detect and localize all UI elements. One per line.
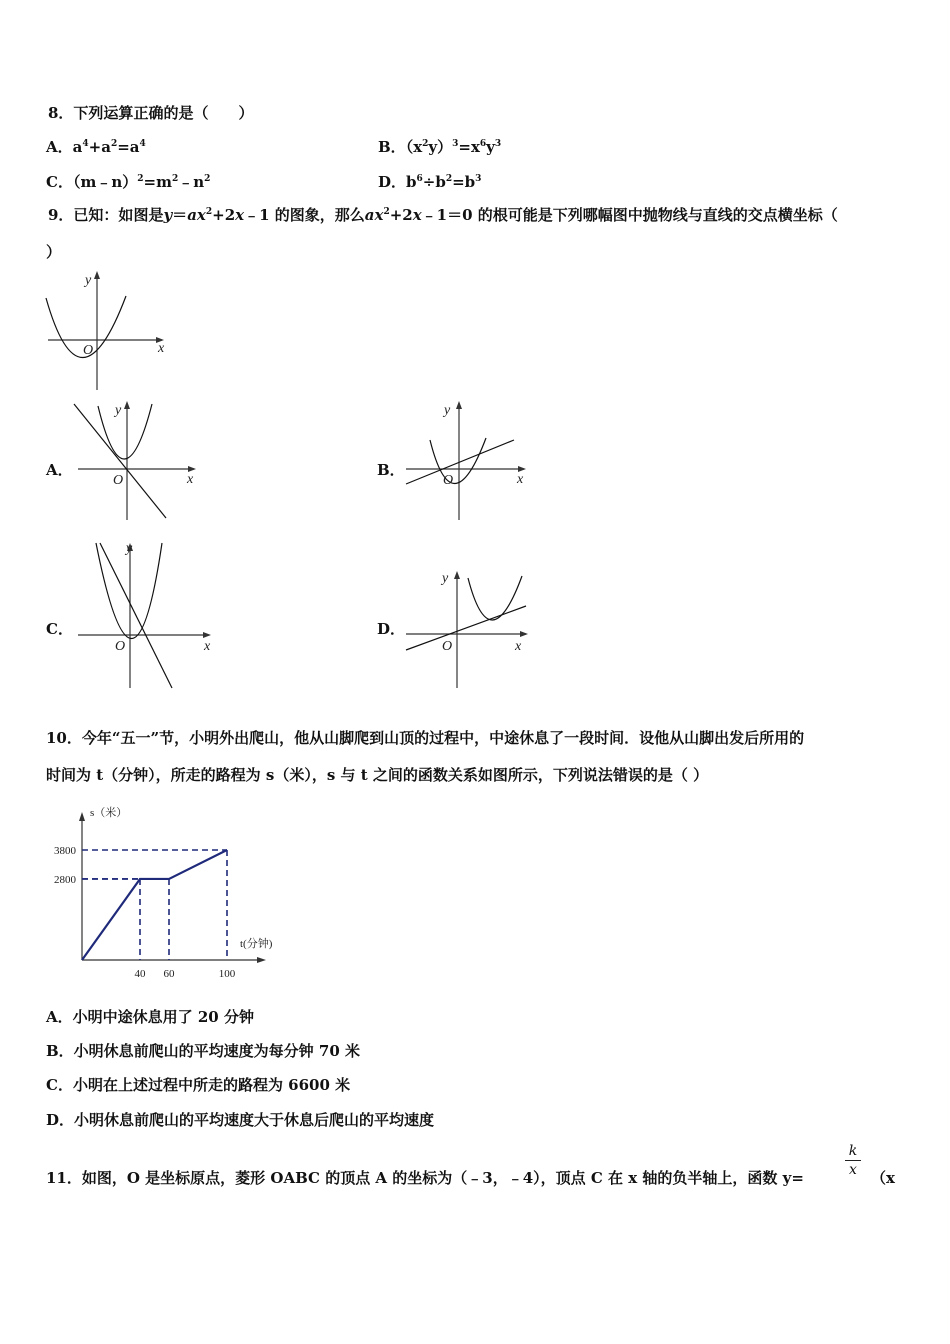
x-tick-label: 100 bbox=[218, 968, 236, 980]
x-axis-label: t(分钟) bbox=[240, 938, 273, 950]
option-d-label: D． bbox=[378, 173, 407, 191]
fraction-numerator: k bbox=[848, 1143, 858, 1159]
option-b-label: B． bbox=[378, 138, 406, 156]
exp: 2 bbox=[383, 207, 390, 217]
expr: =a bbox=[117, 138, 140, 156]
stem-text: +2 bbox=[389, 206, 413, 224]
y-arrow-icon bbox=[456, 401, 462, 409]
q11-stem: 11．如图，O 是坐标原点，菱形 OABC 的顶点 A 的坐标为（﹣3，﹣4），顶点 C 在 x 轴的负半轴上，函数 y= bbox=[46, 1169, 804, 1187]
origin-label: O bbox=[115, 639, 126, 654]
x-label: x bbox=[158, 341, 165, 356]
y-arrow-icon bbox=[454, 571, 460, 579]
q10-stem-line-2: 时间为 t（分钟），所走的路程为 s（米），s 与 t 之间的函数关系如图所示，下列说法错误的是（ ） bbox=[46, 766, 709, 784]
parabola bbox=[430, 438, 486, 484]
exp: 2 bbox=[204, 174, 211, 184]
parabola bbox=[96, 543, 162, 639]
q8-option-d[interactable] bbox=[378, 171, 481, 192]
x-label: x bbox=[517, 472, 524, 487]
expr: （m﹣n） bbox=[72, 173, 138, 191]
exp: 3 bbox=[452, 139, 459, 149]
expr: +a bbox=[88, 138, 111, 156]
x-label: x bbox=[515, 639, 522, 654]
exp: 2 bbox=[137, 174, 144, 184]
fraction-denominator: x bbox=[845, 1160, 861, 1178]
q10-option-c[interactable]: C．小明在上述过程中所走的路程为 6600 米 bbox=[46, 1076, 351, 1094]
stem-text: ﹣1 的图象，那么 bbox=[244, 206, 365, 224]
q9-option-a-label[interactable]: A． bbox=[46, 461, 73, 479]
var: ax bbox=[364, 206, 384, 224]
y-arrow-icon bbox=[124, 401, 130, 409]
line bbox=[406, 440, 514, 484]
expr: a bbox=[72, 138, 83, 156]
exp: 4 bbox=[139, 139, 146, 149]
y-arrow-icon bbox=[94, 271, 100, 279]
q10-stem-line-1: 10．今年“五一”节，小明外出爬山，他从山脚爬到山顶的过程中，中途休息了一段时间．设他从山脚出发后所用的 bbox=[46, 729, 805, 747]
y-label: y bbox=[85, 273, 92, 288]
expr: =x bbox=[458, 138, 480, 156]
exp: 2 bbox=[110, 139, 118, 149]
q9-option-b-label[interactable]: B． bbox=[377, 461, 405, 479]
expr: y） bbox=[428, 138, 453, 156]
y-label: y bbox=[115, 403, 122, 418]
exp: 2 bbox=[171, 174, 179, 184]
x-arrow-icon bbox=[257, 957, 266, 963]
line bbox=[406, 606, 526, 650]
q9-stem-close: ） bbox=[46, 243, 62, 261]
expr: y bbox=[486, 138, 495, 156]
q10-option-d[interactable]: D．小明休息前爬山的平均速度大于休息后爬山的平均速度 bbox=[46, 1111, 435, 1129]
q8-option-b[interactable] bbox=[378, 136, 501, 157]
x-label: x bbox=[204, 639, 211, 654]
q10-chart bbox=[40, 800, 280, 986]
option-c-label: C． bbox=[46, 173, 73, 191]
expr: =m bbox=[143, 173, 172, 191]
q9-option-d-label[interactable]: D． bbox=[377, 620, 406, 638]
y-arrow-icon bbox=[79, 812, 85, 821]
q10-option-b[interactable]: B．小明休息前爬山的平均速度为每分钟 70 米 bbox=[46, 1042, 360, 1060]
stem-text: 9．已知：如图是 bbox=[48, 206, 164, 224]
x-tick-label: 60 bbox=[163, 968, 175, 980]
parabola bbox=[98, 404, 152, 459]
option-a-label: A． bbox=[46, 138, 73, 156]
exp: 6 bbox=[416, 174, 423, 184]
exp: 4 bbox=[82, 139, 89, 149]
q9-option-c-label[interactable]: C． bbox=[46, 620, 73, 638]
line bbox=[74, 404, 166, 518]
q9-option-b-graph[interactable] bbox=[402, 398, 532, 523]
y-label: y bbox=[442, 571, 449, 586]
q11-fraction bbox=[845, 1143, 861, 1178]
line bbox=[100, 543, 172, 688]
q8-stem: 8．下列运算正确的是（ ） bbox=[48, 104, 254, 122]
expr: b bbox=[406, 173, 417, 191]
y-tick-label: 2800 bbox=[54, 873, 76, 886]
exp: 6 bbox=[479, 139, 487, 149]
y-tick-label: 3800 bbox=[54, 845, 76, 857]
q11-stem-tail: （x bbox=[871, 1169, 895, 1187]
stem-text: +2 bbox=[212, 206, 236, 224]
exp: 3 bbox=[475, 174, 482, 184]
q8-option-c[interactable] bbox=[46, 171, 210, 192]
var: x bbox=[235, 206, 245, 224]
q9-stem bbox=[48, 204, 838, 225]
expr: =b bbox=[452, 173, 476, 191]
expr: ÷b bbox=[422, 173, 446, 191]
exp: 2 bbox=[205, 207, 213, 217]
x-arrow-icon bbox=[520, 631, 528, 637]
q9-main-graph bbox=[40, 268, 170, 393]
expr: （x bbox=[405, 138, 423, 156]
q9-option-c-graph[interactable] bbox=[70, 538, 220, 693]
x-label: x bbox=[187, 472, 194, 487]
q8-option-a[interactable] bbox=[46, 136, 146, 157]
y-label: y bbox=[444, 403, 451, 418]
q10-option-a[interactable]: A．小明中途休息用了 20 分钟 bbox=[46, 1008, 254, 1026]
origin-label: O bbox=[113, 473, 124, 488]
var: y bbox=[163, 206, 173, 224]
expr: ﹣n bbox=[178, 173, 205, 191]
exp: 2 bbox=[422, 139, 429, 149]
origin-label: O bbox=[443, 473, 454, 488]
series-line bbox=[82, 850, 227, 960]
q9-option-d-graph[interactable] bbox=[402, 568, 532, 693]
y-label: y bbox=[126, 541, 133, 556]
x-arrow-icon bbox=[203, 632, 211, 638]
origin-label: O bbox=[83, 343, 94, 358]
x-tick-label: 40 bbox=[134, 968, 146, 980]
origin-label: O bbox=[442, 639, 453, 654]
stem-text: ＝ bbox=[172, 206, 188, 224]
q9-option-a-graph[interactable] bbox=[70, 398, 200, 523]
parabola bbox=[468, 576, 522, 620]
y-axis-label: s（米） bbox=[90, 807, 128, 819]
exp: 3 bbox=[494, 139, 502, 149]
var: x bbox=[412, 206, 422, 224]
exp: 2 bbox=[445, 174, 453, 184]
var: ax bbox=[187, 206, 206, 224]
stem-text: ﹣1＝0 的根可能是下列哪幅图中抛物线与直线的交点横坐标（ bbox=[421, 206, 838, 224]
